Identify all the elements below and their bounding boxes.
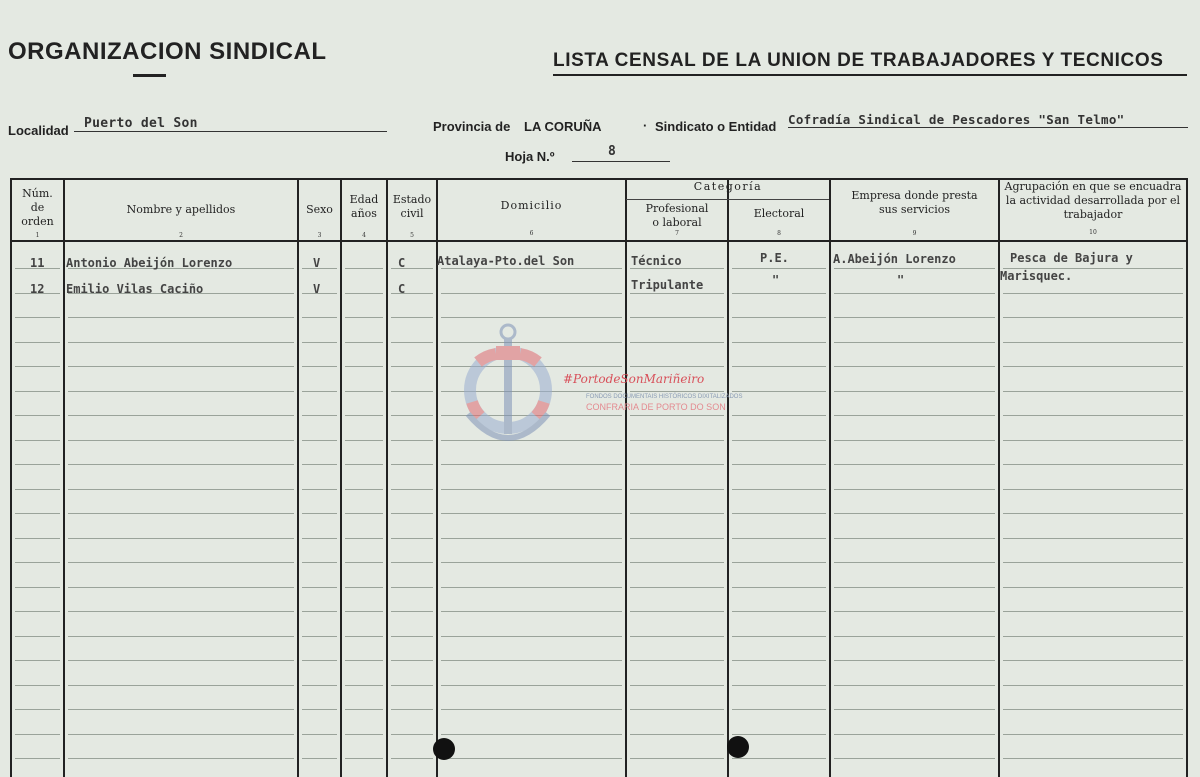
form-row-line [302, 342, 337, 343]
form-row-line [391, 611, 433, 612]
row-1-nombre: Antonio Abeijón Lorenzo [66, 256, 233, 270]
form-row-line [630, 366, 724, 367]
form-row-line [345, 464, 383, 465]
form-row-line [345, 562, 383, 563]
watermark-title: #PortodeSonMariñeiro [563, 372, 705, 386]
organization-title: ORGANIZACION SINDICAL [8, 38, 327, 65]
form-row-line [441, 464, 622, 465]
row-2-profesional: Tripulante [631, 278, 704, 292]
form-row-line [302, 636, 337, 637]
form-row-line [630, 464, 724, 465]
row-2-electoral: " [772, 273, 780, 287]
form-row-line [732, 734, 826, 735]
provincia-label: Provincia de [433, 119, 511, 134]
form-row-line [441, 489, 622, 490]
form-row-line [834, 611, 995, 612]
row-2-estado: C [398, 282, 406, 296]
header-edad: Edad años [349, 193, 379, 220]
col-number: 8 [777, 230, 781, 237]
form-row-line [302, 464, 337, 465]
form-row-line [68, 636, 294, 637]
form-row-line [834, 636, 995, 637]
form-row-line [15, 317, 60, 318]
form-row-line [302, 587, 337, 588]
form-row-line [834, 709, 995, 710]
form-row-line [834, 660, 995, 661]
form-row-line [302, 562, 337, 563]
form-row-line [302, 415, 337, 416]
form-row-line [732, 709, 826, 710]
form-row-line [391, 587, 433, 588]
form-row-line [630, 513, 724, 514]
form-row-line [834, 685, 995, 686]
form-row-line [1003, 342, 1183, 343]
form-row-line [630, 587, 724, 588]
form-row-line [834, 734, 995, 735]
form-row-line [630, 293, 724, 294]
row-1-electoral: P.E. [760, 251, 789, 265]
form-row-line [834, 562, 995, 563]
form-row-line [1003, 293, 1183, 294]
form-row-line [345, 440, 383, 441]
form-row-line [1003, 513, 1183, 514]
col-number: 3 [317, 232, 322, 239]
form-row-line [630, 636, 724, 637]
header-electoral: Electoral [753, 207, 805, 220]
form-row-line [15, 415, 60, 416]
form-row-line [391, 685, 433, 686]
form-row-line [302, 440, 337, 441]
form-row-line [834, 342, 995, 343]
anchor-lifebuoy-icon [458, 322, 558, 457]
form-row-line [1003, 489, 1183, 490]
form-row-line [15, 391, 60, 392]
form-row-line [345, 538, 383, 539]
form-row-line [732, 685, 826, 686]
table-header-border [10, 240, 1188, 242]
form-row-line [302, 709, 337, 710]
form-row-line [68, 464, 294, 465]
form-row-line [391, 342, 433, 343]
document-title-rule [553, 74, 1187, 76]
row-2-empresa: " [897, 273, 905, 287]
row-1-domicilio: Atalaya-Pto.del Son [437, 254, 575, 268]
header-profesional: Profesional o laboral [645, 202, 709, 229]
form-row-line [345, 415, 383, 416]
localidad-label: Localidad [8, 123, 69, 138]
form-row-line [732, 293, 826, 294]
col-number: 7 [675, 230, 679, 237]
punch-hole [433, 738, 455, 760]
row-2-nombre: Emilio Vilas Caciño [66, 282, 204, 296]
form-row-line [834, 758, 995, 759]
form-row-line [630, 440, 724, 441]
table-right-border [1186, 178, 1188, 777]
col-divider [340, 178, 342, 777]
col-number: 10 [1089, 229, 1097, 236]
form-row-line [1003, 611, 1183, 612]
form-row-line [1003, 587, 1183, 588]
form-row-line [391, 538, 433, 539]
watermark-subtitle: FONDOS DOCUMENTAIS HISTÓRICOS DIXITALIZADOS [586, 394, 743, 400]
form-row-line [630, 538, 724, 539]
form-row-line [834, 268, 995, 269]
form-row-line [1003, 415, 1183, 416]
form-row-line [68, 758, 294, 759]
form-row-line [834, 391, 995, 392]
form-row-line [345, 587, 383, 588]
form-row-line [68, 366, 294, 367]
form-row-line [732, 366, 826, 367]
form-row-line [630, 317, 724, 318]
col-divider [297, 178, 299, 777]
form-row-line [345, 611, 383, 612]
col-divider [386, 178, 388, 777]
document-title: LISTA CENSAL DE LA UNION DE TRABAJADORES Y TECNICOS [553, 50, 1164, 71]
form-row-line [834, 415, 995, 416]
form-row-line [345, 660, 383, 661]
provincia-value: LA CORUÑA [524, 119, 602, 134]
form-row-line [345, 342, 383, 343]
form-row-line [834, 538, 995, 539]
header-domicilio: Domicilio [500, 199, 563, 212]
form-row-line [68, 709, 294, 710]
form-row-line [68, 734, 294, 735]
form-row-line [441, 685, 622, 686]
provincia-dot: · [643, 118, 648, 133]
form-row-line [1003, 464, 1183, 465]
form-row-line [441, 293, 622, 294]
form-row-line [834, 464, 995, 465]
categoria-divider [626, 199, 829, 200]
form-row-line [302, 391, 337, 392]
form-row-line [834, 587, 995, 588]
form-row-line [15, 342, 60, 343]
form-row-line [441, 758, 622, 759]
form-row-line [391, 415, 433, 416]
form-row-line [15, 758, 60, 759]
form-row-line [15, 685, 60, 686]
form-row-line [302, 513, 337, 514]
form-row-line [630, 415, 724, 416]
form-row-line [345, 489, 383, 490]
form-row-line [391, 513, 433, 514]
form-row-line [630, 611, 724, 612]
form-row-line [834, 489, 995, 490]
form-row-line [441, 268, 622, 269]
form-row-line [1003, 562, 1183, 563]
form-row-line [345, 685, 383, 686]
header-estado-civil: Estado civil [392, 193, 432, 220]
form-row-line [391, 758, 433, 759]
col-divider [727, 178, 729, 777]
row-2-sexo: V [313, 282, 321, 296]
hoja-value: 8 [608, 144, 617, 159]
form-row-line [834, 440, 995, 441]
form-row-line [732, 268, 826, 269]
form-row-line [732, 415, 826, 416]
form-row-line [15, 489, 60, 490]
form-row-line [834, 293, 995, 294]
form-row-line [302, 611, 337, 612]
form-row-line [15, 709, 60, 710]
form-row-line [834, 366, 995, 367]
form-row-line [345, 391, 383, 392]
form-row-line [302, 538, 337, 539]
form-row-line [441, 317, 622, 318]
form-row-line [441, 709, 622, 710]
form-row-line [732, 562, 826, 563]
form-row-line [630, 342, 724, 343]
col-divider [829, 178, 831, 777]
form-row-line [630, 709, 724, 710]
form-row-line [1003, 758, 1183, 759]
col-number: 1 [35, 232, 40, 239]
col-number: 2 [179, 232, 183, 239]
form-row-line [1003, 366, 1183, 367]
row-2-num: 12 [30, 282, 45, 296]
form-row-line [630, 562, 724, 563]
form-row-line [345, 636, 383, 637]
sindicato-label: Sindicato o Entidad [655, 119, 777, 134]
form-row-line [1003, 709, 1183, 710]
hoja-underline [572, 161, 670, 162]
form-row-line [302, 366, 337, 367]
form-row-line [732, 317, 826, 318]
form-row-line [732, 513, 826, 514]
form-row-line [1003, 440, 1183, 441]
form-row-line [630, 758, 724, 759]
form-row-line [68, 660, 294, 661]
form-row-line [441, 562, 622, 563]
col-divider [998, 178, 1000, 777]
form-row-line [1003, 538, 1183, 539]
form-row-line [732, 464, 826, 465]
form-row-line [391, 709, 433, 710]
col-divider [63, 178, 65, 777]
form-row-line [1003, 685, 1183, 686]
form-row-line [441, 513, 622, 514]
form-row-line [732, 660, 826, 661]
form-row-line [15, 587, 60, 588]
form-row-line [15, 366, 60, 367]
col-number: 4 [362, 232, 366, 239]
header-num-orden: Núm. de orden [21, 187, 54, 228]
form-row-line [345, 366, 383, 367]
header-categoria: Categoría [693, 180, 763, 193]
header-empresa: Empresa donde presta sus servicios [851, 189, 978, 216]
form-row-line [15, 660, 60, 661]
form-row-line [68, 415, 294, 416]
form-row-line [732, 440, 826, 441]
form-row-line [732, 587, 826, 588]
header-sexo: Sexo [306, 203, 333, 216]
form-row-line [1003, 734, 1183, 735]
form-row-line [345, 758, 383, 759]
form-row-line [302, 489, 337, 490]
form-row-line [391, 464, 433, 465]
hoja-label: Hoja N.º [505, 149, 555, 164]
form-row-line [68, 342, 294, 343]
form-row-line [732, 391, 826, 392]
form-row-line [391, 660, 433, 661]
form-row-line [630, 391, 724, 392]
form-row-line [1003, 391, 1183, 392]
localidad-value: Puerto del Son [84, 116, 198, 131]
row-1-empresa: A.Abeijón Lorenzo [833, 252, 956, 266]
form-row-line [1003, 660, 1183, 661]
header-agrupacion: Agrupación en que se encuadra la actividad desarrollada por el trabajador [1004, 180, 1182, 221]
form-row-line [302, 317, 337, 318]
title-underline [133, 74, 166, 77]
col-divider [625, 178, 627, 777]
form-row-line [302, 660, 337, 661]
form-row-line [630, 489, 724, 490]
row-1-agrupacion: Pesca de Bajura y [1010, 251, 1133, 265]
row-1-sexo: V [313, 256, 321, 270]
form-row-line [68, 391, 294, 392]
form-row-line [732, 758, 826, 759]
header-nombre: Nombre y apellidos [126, 203, 236, 216]
form-row-line [834, 513, 995, 514]
form-row-line [15, 464, 60, 465]
form-row-line [441, 538, 622, 539]
form-row-line [345, 268, 383, 269]
form-row-line [441, 660, 622, 661]
form-row-line [15, 611, 60, 612]
col-number: 9 [912, 230, 917, 237]
form-row-line [732, 342, 826, 343]
form-row-line [391, 636, 433, 637]
col-number: 6 [529, 230, 534, 237]
form-row-line [1003, 317, 1183, 318]
form-row-line [1003, 636, 1183, 637]
form-row-line [630, 660, 724, 661]
form-row-line [441, 611, 622, 612]
form-row-line [302, 734, 337, 735]
table-left-border [10, 178, 12, 777]
form-row-line [15, 562, 60, 563]
form-row-line [630, 268, 724, 269]
form-row-line [732, 611, 826, 612]
form-row-line [834, 317, 995, 318]
form-row-line [391, 391, 433, 392]
form-row-line [15, 538, 60, 539]
watermark-subtitle-2: CONFRARIA DE PORTO DO SON [586, 402, 726, 412]
form-row-line [15, 636, 60, 637]
form-row-line [391, 562, 433, 563]
form-row-line [391, 366, 433, 367]
form-row-line [68, 587, 294, 588]
form-row-line [68, 513, 294, 514]
form-row-line [345, 317, 383, 318]
form-row-line [441, 636, 622, 637]
form-row-line [345, 513, 383, 514]
form-row-line [68, 538, 294, 539]
form-row-line [345, 709, 383, 710]
form-row-line [15, 513, 60, 514]
row-1-profesional: Técnico [631, 254, 682, 268]
form-row-line [345, 734, 383, 735]
form-row-line [68, 685, 294, 686]
col-number: 5 [410, 232, 414, 239]
form-row-line [732, 489, 826, 490]
form-row-line [68, 440, 294, 441]
row-1-num: 11 [30, 256, 45, 270]
form-row-line [68, 489, 294, 490]
form-row-line [630, 734, 724, 735]
form-row-line [630, 685, 724, 686]
form-row-line [345, 293, 383, 294]
form-row-line [732, 636, 826, 637]
form-row-line [391, 489, 433, 490]
form-row-line [68, 611, 294, 612]
sindicato-value: Cofradía Sindical de Pescadores "San Telmo" [788, 112, 1125, 127]
form-row-line [302, 758, 337, 759]
localidad-underline [74, 131, 387, 132]
form-row-line [391, 734, 433, 735]
form-row-line [391, 440, 433, 441]
form-row-line [15, 440, 60, 441]
form-row-line [391, 317, 433, 318]
form-row-line [302, 685, 337, 686]
row-1-estado: C [398, 256, 406, 270]
form-row-line [68, 317, 294, 318]
row-1-agrupacion-cont: Marisquec. [1000, 269, 1073, 283]
form-row-line [441, 734, 622, 735]
punch-hole [727, 736, 749, 758]
sindicato-underline [788, 127, 1188, 128]
form-row-line [15, 734, 60, 735]
form-row-line [441, 587, 622, 588]
form-row-line [68, 562, 294, 563]
form-row-line [732, 538, 826, 539]
